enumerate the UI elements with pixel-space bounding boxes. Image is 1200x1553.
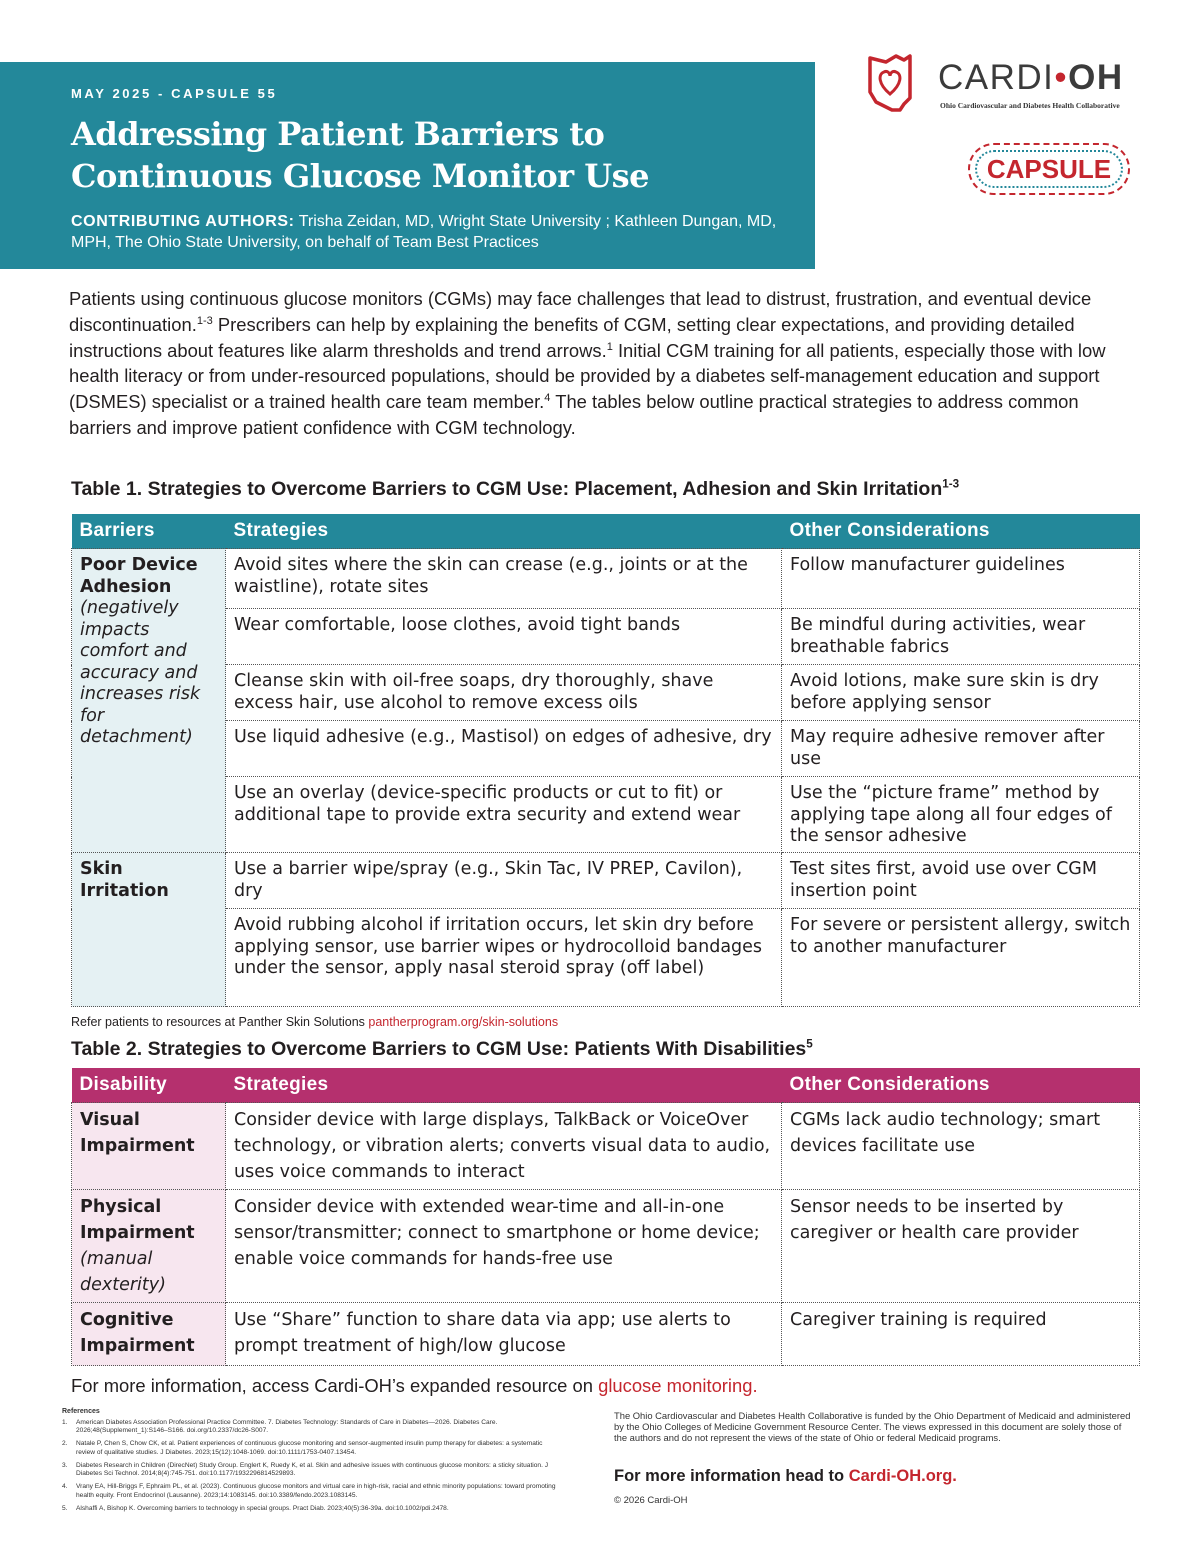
funding-statement: The Ohio Cardiovascular and Diabetes Health Collaborative is funded by the Ohio Department of Medicaid and administered by the Ohio Colleges of Medicine Government Resource Center. The views expressed in this document are solely those of the authors and do not represent the views of the state of Ohio or federal Medicaid programs. [614, 1410, 1131, 1443]
strategy-cell: Consider device with extended wear-time and all-in-one sensor/transmitter; connect to smartphone or home device; enable voice commands for hands-free use [226, 1190, 782, 1303]
disability-label: Cognitive Impairment [80, 1310, 195, 1356]
more-info-text: For more information, access Cardi-OH’s expanded resource on [71, 1375, 599, 1396]
authors-text: Trisha Zeidan, MD, Wright State University ; Kathleen Dungan, MD, MPH, The Ohio State University, on behalf of Team Best Practices [71, 213, 777, 251]
consideration-cell: Avoid lotions, make sure skin is dry before applying sensor [782, 665, 1140, 721]
table2-title [71, 1038, 813, 1061]
barrier-skin-irritation [72, 853, 226, 1007]
consideration-cell: Caregiver training is required [782, 1303, 1140, 1366]
disability-physical [72, 1190, 226, 1303]
table-row [72, 909, 1140, 1007]
list-item: 1. American Diabetes Association Professional Practice Committee. 7. Diabetes Technology: Standards of Care in Diabetes—2026. Diabetes Care. 2026;48(Supplement_1):S146–S166. doi.org/10.2337/dc26-S007. [62, 1419, 562, 1436]
footer-more-info [614, 1467, 957, 1486]
consideration-cell: Sensor needs to be inserted by caregiver or health care provider [782, 1190, 1140, 1303]
references-heading: References [62, 1408, 100, 1415]
strategy-cell: Avoid sites where the skin can crease (e.g., joints or at the waistline), rotate sites [226, 549, 782, 609]
intro-paragraph [69, 286, 1144, 441]
intro-citation-2: 1 [606, 340, 613, 353]
more-info [71, 1375, 758, 1397]
intro-text-1: Patients using continuous glucose monitors (CGMs) may face challenges that lead to distrust, frustration, and eventual device discontinuation. [69, 288, 1092, 335]
page-title [71, 113, 795, 197]
reference-text: Natale P, Chen S, Chow CK, et al. Patient experiences of continuous glucose monitoring and sensor-augmented insulin pump therapy for diabetes: a systematic review of qualitative studies. J Diabetes. 2023;15(12):1048-1069. doi:10.1111/1753-0407.13454. [76, 1440, 543, 1456]
barrier-label: Poor Device Adhesion [80, 555, 198, 597]
intro-citation-3: 4 [544, 392, 551, 405]
barrier-label: Skin Irritation [80, 859, 169, 901]
table-row [72, 721, 1140, 777]
disability-label: Visual Impairment [80, 1110, 195, 1156]
disability-visual [72, 1103, 226, 1190]
table1-header-row [72, 514, 1140, 549]
cardi-oh-logo[interactable] [866, 52, 1136, 114]
disability-note: (manual dexterity) [80, 1249, 166, 1295]
table1-adhesion-irritation [71, 514, 1140, 1007]
table-row [72, 549, 1140, 609]
intro-text-3: Initial CGM training for all patients, especially those with low health literacy or from under-resourced populations, should be provided by a diabetes self-management education and support (DSMES) specialist or a trained health care team member. [69, 339, 1106, 413]
list-item: 3. Diabetes Research in Children (DirecNet) Study Group. Englert K, Ruedy K, et al. Skin and adhesive issues with continuous glucose monitors: a sticky situation. J Diabetes Sci Technol. 2014;8(4):745-751. doi:10.1177/1932296814529893. [62, 1462, 562, 1479]
intro-text-2: Prescribers can help by explaining the benefits of CGM, setting clear expectations, and providing detailed instructions about features like alarm thresholds and trend arrows. [69, 313, 1075, 361]
strategy-cell: Use liquid adhesive (e.g., Mastisol) on edges of adhesive, dry [226, 721, 782, 777]
logo-wordmark [938, 58, 1124, 98]
table1-title [71, 478, 959, 501]
strategy-cell: Use “Share” function to share data via app; use alerts to prompt treatment of high/low glucose [226, 1303, 782, 1366]
cardi-oh-link[interactable]: Cardi-OH.org. [848, 1467, 957, 1485]
consideration-cell: CGMs lack audio technology; smart devices facilitate use [782, 1103, 1140, 1190]
authors-label: CONTRIBUTING AUTHORS: [71, 213, 295, 230]
references-list [62, 1419, 562, 1514]
table-row [72, 777, 1140, 853]
table-row [72, 665, 1140, 721]
consideration-cell: Test sites first, avoid use over CGM insertion point [782, 853, 1140, 909]
list-item: 4. Vrany EA, Hill-Briggs F, Ephraim PL, et al. (2023). Continuous glucose monitors and virtual care in high-risk, racial and ethnic minority populations: toward promoting health equity. Front Endocrinol (Lausanne). 2023;14:1083145. doi:10.3389/fendo.2023.1083145. [62, 1483, 562, 1500]
title-line-1: Addressing Patient Barriers to [71, 115, 605, 153]
table-row [72, 1190, 1140, 1303]
copyright: © 2026 Cardi-OH [614, 1495, 688, 1506]
list-item: 2. Natale P, Chen S, Chow CK, et al. Patient experiences of continuous glucose monitoring and sensor-augmented insulin pump therapy for diabetes: a systematic review of qualitative studies. J Diabetes. 2023;15(12):1048-1069. doi:10.1111/1753-0407.13454. [62, 1440, 562, 1457]
table2-title-citation: 5 [806, 1037, 813, 1051]
strategy-cell: Cleanse skin with oil-free soaps, dry thoroughly, shave excess hair, use alcohol to remove excess oils [226, 665, 782, 721]
disability-cognitive [72, 1303, 226, 1366]
table1-header-strategies: Strategies [226, 514, 782, 549]
barrier-note: (negatively impacts comfort and accuracy and increases risk for detachment) [80, 598, 201, 747]
table2-header-row [72, 1068, 1140, 1103]
strategy-cell: Avoid rubbing alcohol if irritation occurs, let skin dry before applying sensor, use barrier wipes or hydrocolloid bandages under the sensor, apply nasal steroid spray (off label) [226, 909, 782, 1007]
ohio-heart-icon [866, 52, 932, 114]
consideration-cell: May require adhesive remover after use [782, 721, 1140, 777]
strategy-cell: Wear comfortable, loose clothes, avoid tight bands [226, 609, 782, 665]
table2-header-strategies: Strategies [226, 1068, 782, 1103]
footer-more-text: For more information head to [614, 1467, 849, 1485]
table-row [72, 1303, 1140, 1366]
dateline: MAY 2025 - CAPSULE 55 [71, 86, 278, 101]
table2-header-disability: Disability [72, 1068, 226, 1103]
reference-text: American Diabetes Association Professional Practice Committee. 7. Diabetes Technology: Standards of Care in Diabetes—2026. Diabetes Care. 2026;48(Supplement_1):S146–S166. doi.org/10.2337/dc26-S007. [76, 1418, 498, 1434]
logo-dot: • [1054, 58, 1069, 97]
table2-header-other: Other Considerations [782, 1068, 1140, 1103]
strategy-cell: Use a barrier wipe/spray (e.g., Skin Tac, IV PREP, Cavilon), dry [226, 853, 782, 909]
table2-title-text: Table 2. Strategies to Overcome Barriers to CGM Use: Patients With Disabilities [71, 1038, 807, 1060]
table-row [72, 609, 1140, 665]
intro-citation-1: 1-3 [196, 314, 213, 327]
consideration-cell: For severe or persistent allergy, switch to another manufacturer [782, 909, 1140, 1007]
logo-name-part2: OH [1068, 58, 1124, 97]
table1-title-citation: 1-3 [942, 477, 960, 491]
table1-header-other: Other Considerations [782, 514, 1140, 549]
consideration-cell: Use the “picture frame” method by applying tape along all four edges of the sensor adhesive [782, 777, 1140, 853]
reference-text: Alshaffi A, Bishop K. Overcoming barriers to technology in special groups. Pract Diab. 2023;40(5):36-39a. doi:10.1002/pdi.2478. [76, 1504, 449, 1512]
logo-tagline: Ohio Cardiovascular and Diabetes Health Collaborative [940, 101, 1120, 110]
glucose-monitoring-link[interactable]: glucose monitoring. [598, 1375, 758, 1396]
logo-name-part1: CARDI [938, 58, 1055, 97]
title-line-2: Continuous Glucose Monitor Use [71, 157, 649, 195]
strategy-cell: Use an overlay (device-specific products or cut to fit) or additional tape to provide extra security and extend wear [226, 777, 782, 853]
list-item: 5. Alshaffi A, Bishop K. Overcoming barriers to technology in special groups. Pract Diab. 2023;40(5):36-39a. doi:10.1002/pdi.2478. [62, 1504, 449, 1512]
reference-text: Diabetes Research in Children (DirecNet) Study Group. Englert K, Ruedy K, et al. Skin and adhesive issues with continuous glucose monitors: a sticky situation. J Diabetes Sci Technol. 2014;8(4):745-751. doi:10.1177/1932296814529893. [76, 1461, 549, 1477]
table-row [72, 1103, 1140, 1190]
references [62, 1408, 562, 1518]
table-row [72, 853, 1140, 909]
disability-label: Physical Impairment [80, 1197, 195, 1243]
strategy-cell: Consider device with large displays, TalkBack or VoiceOver technology, or vibration alerts; converts visual data to audio, uses voice commands to interact [226, 1103, 782, 1190]
intro-text-4: The tables below outline practical strategies to address common barriers and improve patient confidence with CGM technology. [69, 391, 1079, 438]
consideration-cell: Be mindful during activities, wear breathable fabrics [782, 609, 1140, 665]
table1-header-barriers: Barriers [72, 514, 226, 549]
barrier-poor-device-adhesion [72, 549, 226, 853]
capsule-badge [968, 143, 1130, 195]
header-banner [0, 62, 815, 269]
table1-title-text: Table 1. Strategies to Overcome Barriers to CGM Use: Placement, Adhesion and Skin Irritation [71, 478, 943, 500]
panther-note-text: Refer patients to resources at Panther Skin Solutions [71, 1015, 369, 1029]
reference-text: Vrany EA, Hill-Briggs F, Ephraim PL, et al. (2023). Continuous glucose monitors and virtual care in high-risk, racial and ethnic minority populations: toward promoting health equity. Front Endocrinol (Lausanne). 2023;14:1083145. doi:10.3389/fendo.2023.1083145. [76, 1483, 556, 1499]
contributing-authors [71, 211, 795, 253]
panther-link[interactable]: pantherprogram.org/skin-solutions [368, 1015, 559, 1029]
panther-note [71, 1015, 558, 1029]
table2-disabilities [71, 1068, 1140, 1366]
capsule-badge-label: CAPSULE [986, 154, 1112, 184]
consideration-cell: Follow manufacturer guidelines [782, 549, 1140, 609]
